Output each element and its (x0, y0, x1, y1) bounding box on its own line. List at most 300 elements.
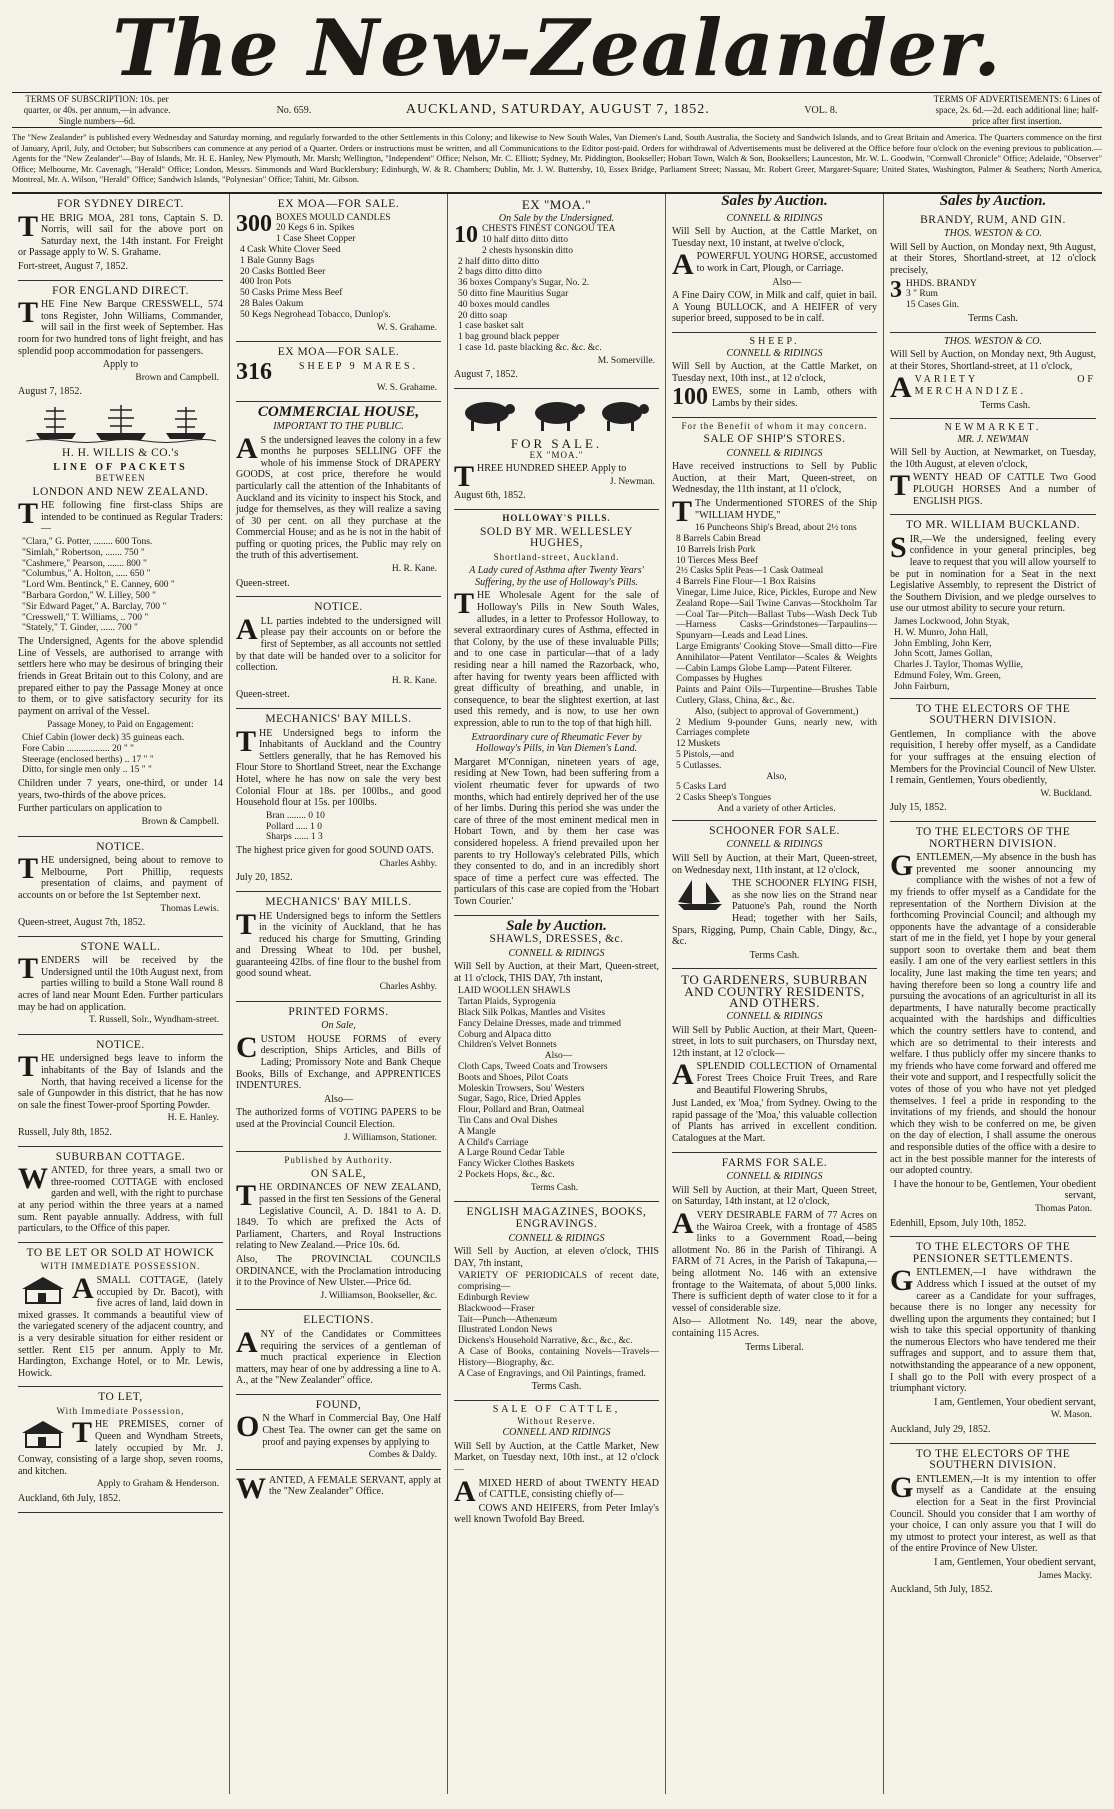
ad-intro: Will Sell by Auction, at their Mart, Queen Street, on Saturday, 14th instant, at 12 o'clock, (672, 1184, 877, 1208)
drop-cap: T (236, 907, 257, 941)
list-item: 1 bag ground black pepper (458, 332, 560, 343)
list-item: Sugar, Sago, Rice, Dried Apples (458, 1094, 581, 1105)
ad-heading: SALE OF SHIP'S STORES. (703, 433, 846, 446)
column-2 (230, 194, 448, 1794)
ad-body: HE undersigned begs leave to inform the inhabitants of the Bay of Islands and the North, that having received a license for the sale of Gunpowder in this district, that he has now on sale the finest Tower-proof Sporting Powder. (18, 1053, 223, 1111)
goods-list (890, 276, 1096, 311)
ad-body: USTOM HOUSE FORMS of every description, Ships Articles, and Bills of Lading; Promissory Note and Bank Cheque Books, Bills of Exchange, and APPRENTICES INDENTURES. (236, 1033, 441, 1092)
ad-body: EWES, some in Lamb, others with Lambs by their sides. (712, 386, 877, 409)
drop-cap: T (18, 296, 39, 330)
drop-cap: A (236, 612, 258, 646)
ad-heading: TO THE ELECTORS OF THE SOUTHERN DIVISION. (915, 1447, 1071, 1472)
ad-heading: ENGLISH MAGAZINES, BOOKS, ENGRAVINGS. (466, 1206, 647, 1230)
firm-name: CONNELL & RIDINGS (726, 1171, 823, 1183)
ad-holloways-pills (454, 510, 659, 916)
drop-cap: A (890, 371, 912, 405)
list-item: 50 Casks Prime Mess Beef (240, 288, 343, 299)
list-item: 2 Medium 9-pounder Guns, nearly new, with Carriages complete (676, 717, 877, 739)
ad-body: HREE HUNDRED SHEEP. Apply to (477, 463, 627, 475)
ad-merchandize (890, 333, 1096, 420)
line-title: LINE OF PACKETS (53, 461, 188, 473)
volume-number: VOL. 8. (804, 104, 838, 116)
list-item: 10 half ditto ditto ditto (482, 234, 569, 245)
ad-intro: Will Sell by Auction, at the Cattle Market, New Market, on Tuesday next, 10th inst., at 12 o'clock— (454, 1440, 659, 1475)
ad-body: The Undermentioned STORES of the Ship "WILLIAM HYDE," (695, 498, 877, 521)
ad-heading: FOR ENGLAND DIRECT. (52, 284, 189, 297)
ad-terms: Terms Liberal. (745, 1341, 804, 1353)
ad-notice-hanley (18, 1035, 223, 1147)
drop-cap: A (236, 1325, 258, 1359)
drop-cap: A (672, 248, 694, 282)
list-item: Paints and Paint Oils—Turpentine—Brushes Table Cutlery, Glass, China, &c., &c. (676, 685, 877, 706)
ad-signature: H. E. Hanley. (167, 1113, 219, 1124)
ad-notice-kane (236, 597, 441, 709)
ad-body: HE following fine first-class Ships are intended to be continued as Regular Traders:— (41, 500, 223, 535)
list-item: 36 boxes Company's Sugar, No. 2. (458, 278, 590, 289)
list-item: Fancy Delaine Dresses, made and trimmed (458, 1018, 622, 1029)
ad-shawls-auction (454, 916, 659, 1203)
ad-magazines-auction (454, 1202, 659, 1401)
ad-subheading: WITH IMMEDIATE POSSESSION. (40, 1261, 201, 1272)
newspaper-page (12, 6, 1102, 1796)
ad-close: I am, Gentlemen, Your obedient servant, (934, 1556, 1096, 1568)
list-item: Also, (766, 771, 787, 782)
ad-signature: J. Newman. (609, 476, 655, 487)
column-4 (666, 194, 884, 1794)
list-item: HHDS. BRANDY (906, 278, 977, 289)
ad-mechanics-bay-mills-1 (236, 709, 441, 892)
ad-ex-moa-sheep (236, 342, 441, 402)
ad-gardeners (672, 969, 877, 1152)
ad-requisition-buckland (890, 515, 1096, 698)
column-1 (12, 194, 230, 1794)
list-item: Compasses by Hughes (676, 674, 763, 685)
ad-heading: COMMERCIAL HOUSE, (257, 404, 420, 421)
ad-body: A Fine Dairy COW, in Milk and calf, quiet in bail. A Young BULLOCK, and A HEIFER of very superior breed, supposed to be in calf. (672, 290, 877, 325)
list-item: A Large Round Cedar Table (458, 1148, 565, 1159)
ad-electors-pensioner (890, 1237, 1096, 1444)
ad-printed-forms (236, 1002, 441, 1153)
ad-signature: J. Williamson, Bookseller, &c. (320, 1290, 437, 1301)
list-item: "Lord Wm. Bentinck," E. Canney, 600 " (22, 580, 175, 591)
ad-heading: EX "MOA." (521, 197, 592, 212)
list-item: John Fairburn, (894, 681, 950, 692)
list-item: Edinburgh Review (458, 1292, 530, 1303)
drop-cap: T (236, 1179, 257, 1213)
ad-intro: Will Sell by Auction, at Newmarket, on Tuesday, the 10th August, at eleven o'clock, (890, 447, 1096, 470)
list-item: 16 Puncheons Ship's Bread, about 2½ tons (695, 523, 857, 534)
ad-date: Russell, July 8th, 1852. (18, 1127, 112, 1139)
list-item: Tin Cans and Oval Dishes (458, 1116, 558, 1127)
ad-notice-lewis (18, 837, 223, 937)
ad-date: Auckland, 5th July, 1852. (890, 1584, 993, 1596)
fare-heading: Passage Money, to Paid on Engagement: (47, 719, 194, 730)
ad-date: Auckland, 6th July, 1852. (18, 1493, 121, 1505)
ad-cattle-sale (454, 1401, 659, 1533)
ad-preheading: For the Benefit of whom it may concern. (681, 420, 868, 431)
masthead-title: The New-Zealander. (112, 6, 1002, 94)
ad-heading: MECHANICS' BAY MILLS. (265, 713, 412, 725)
drop-cap: W (18, 1162, 48, 1196)
list-item: James Lockwood, John Styak, (894, 617, 1010, 628)
list-item: Also, (subject to approval of Government,) (694, 706, 859, 717)
ad-heading: TO THE ELECTORS OF THE SOUTHERN DIVISION. (915, 702, 1071, 727)
ad-signature: J. Williamson, Stationer. (343, 1132, 437, 1143)
ad-heading: STONE WALL. (80, 940, 161, 953)
ad-heading: SALE OF CATTLE, (492, 1403, 621, 1415)
ad-farms-for-sale (672, 1153, 877, 1361)
fare-list (18, 733, 223, 776)
ad-place: Queen-street. (236, 689, 290, 701)
ad-body: SMALL COTTAGE, (lately occupied by Dr. Bacot), with five acres of land, laid down in mixed grasses. It commands a beautiful view of the variegated scenery of the adjacent country, and is a very desirable situation for either resident or settler. Rent £15 per annum. Apply to Mr. Hardington, Exchange Hotel, or to Mr. Lewis, Howick. (18, 1274, 223, 1379)
house-icon (18, 1419, 68, 1449)
ad-sheep-for-sale (454, 389, 659, 510)
ad-apply: Apply to (102, 359, 139, 371)
list-item: Dickens's Household Narrative, &c., &c., &c. (458, 1336, 633, 1347)
drop-cap: T (72, 1416, 93, 1450)
drop-cap: G (890, 1264, 914, 1298)
list-item: "Cresswell," T. Williams, .. 700 " (22, 612, 149, 623)
list-item: 1 case basket salt (458, 321, 524, 332)
drop-cap: T (454, 460, 475, 494)
ad-heading: BRANDY, RUM, AND GIN. (920, 213, 1066, 226)
ad-body: ENTLEMEN,—It is my intention to offer myself as a Candidate at the ensuing election for a Seat in the first Provincial Council. Should you consider that I am worthy of your choice, I can only assure you that I will do my utmost to protect your interest, as well as that of the entire Province of New Ulster. (890, 1473, 1096, 1555)
section-heading: Sale by Auction. (506, 917, 607, 934)
list-item: A Child's Carriage (458, 1137, 529, 1148)
ad-body: Further particulars on application to (18, 803, 162, 815)
ad-body: HE PREMISES, corner of Queen and Wyndham Streets, lately occupied by Mr. J. Conway, consisting of a large shop, seven rooms, and kitchen. (18, 1419, 223, 1477)
list-item: 2 Pockets Hops, &c., &c. (458, 1170, 555, 1181)
list-item: 50 ditto fine Mauritius Sugar (458, 288, 569, 299)
ad-suburban-cottage (18, 1147, 223, 1243)
list-item: 1 case 1d. paste blacking &c. &c. &c. (458, 342, 602, 353)
ad-body: COWS AND HEIFERS, from Peter Imlay's well known Twofold Bay Breed. (454, 1502, 659, 1526)
list-item: Fancy Wicker Clothes Baskets (458, 1159, 575, 1170)
ad-body: ENTLEMEN,—I have withdrawn the Address which I issued at the outset of my career as a Candidate for your suffrages, because there is no longer any necessity for dwelling upon the arguments they contained; but I wish to take this special opportunity of thanking the numerous Electors who have tendered me their suffrages and support, and to assure them that, notwithstanding the appearance of a new opponent, I shall go to the Poll with every prospect of a triumphant victory. (890, 1267, 1096, 1395)
list-item: 20 Casks Bottled Beer (240, 266, 326, 277)
ad-england-direct (18, 281, 223, 837)
firm-name: CONNELL & RIDINGS (726, 347, 823, 359)
list-item: Blackwood—Fraser (458, 1303, 535, 1314)
ad-intro: Will Sell by Auction, on Monday next, 9th August, at their Stores, Shortland-street, at 11 o'clock, (890, 349, 1096, 372)
list-item: 20 Kegs 6 in. Spikes (276, 223, 355, 234)
ad-place: Queen-street. (236, 577, 290, 589)
ad-body: WENTY HEAD OF CATTLE Two Good PLOUGH HORSES And a number of ENGLISH PIGS. (913, 472, 1096, 507)
ad-heading: TO BE LET OR SOLD AT HOWICK (26, 1246, 215, 1259)
ad-ordinances (236, 1152, 441, 1310)
ad-body: HE undersigned, being about to remove to Melbourne, Port Phillip, requests presentation of claims, and payment of accounts on or before the 1st September next. (18, 855, 223, 901)
drop-cap: O (236, 1410, 260, 1444)
ad-date: July 20, 1852. (236, 872, 293, 884)
list-item: John Embling, John Kerr, (894, 638, 992, 649)
ad-intro: Will Sell by Public Auction, at their Mart, Queen-street, in lots to suit purchasers, on Thursday next, 12th instant, at 12 o'clock— (672, 1024, 877, 1059)
ad-electors-northern (890, 822, 1096, 1237)
route-label: LONDON AND NEW ZEALAND. (32, 485, 209, 498)
firm-name: CONNELL AND RIDINGS (502, 1427, 611, 1439)
ad-heading: Published by Authority. (284, 1155, 393, 1166)
ad-heading: HOLLOWAY'S PILLS. (502, 512, 611, 523)
ad-body: ENTLEMEN,—My absence in the bush has prevented me sooner announcing my compliance with the wishes of not a few of my friends to offer myself as a Candidate for the representation of the Northern Division at the forthcoming Provincial Council; and although my opponents have the advantage of a considerable start of me in the field, yet I hope by your general support soon to overtake them and beat them easily. I am one of the very earliest settlers in this locality, June last making the time ten years; and having therefore been so long a country life and pursuing the avocations of an agriculturist in all its departments, I have naturally become practically acquainted with the hardships and difficulties which the country settlers have to contend, and which are so detrimental to their interests and welfare. I thus publicly offer my sincere thanks to my friends who have come forward and offered me their vote and support, and I respectfully solicit the votes of those of you who have not yet pledged themselves. I feel a pride in responding to the invitations of my friends, and should the honour which they wish to be conferred on me, be given on the day of election, I shall assume the onerous and responsible duties of the office with a desire to act in the best possible manner for the interests of our adopted country. (890, 852, 1096, 1177)
ad-subheading: On Sale, (321, 1020, 356, 1032)
ad-intro: Will Sell by Auction, at their Mart, Queen-street, on Wednesday next, 11th instant, at 12 o'clock, (672, 852, 877, 876)
ad-heading: ELECTIONS. (303, 1314, 374, 1327)
ad-terms: Terms Cash. (749, 949, 800, 961)
ad-also: Also— (324, 1093, 353, 1105)
ad-place: Shortland-street, Auckland. (493, 551, 620, 562)
list-item: 4 Barrels Fine Flour—1 Box Raisins (676, 577, 816, 588)
ad-body: HE ORDINANCES OF NEW ZEALAND, passed in the first ten Sessions of the General Legislative Council, A. D. 1841 to A. D. 1849. To which are prefixed the Acts of Parliament, Charters, and Royal Instructions relating to New Zealand.—Price 10s. 6d. (236, 1182, 441, 1252)
ad-terms: Terms Cash. (530, 1182, 579, 1193)
firm-name: H. H. WILLIS & CO.'s (62, 446, 179, 459)
ad-body: Gentlemen, In compliance with the above requisition, I hereby offer myself, as a Candidate for your suffrages at the ensuing election of Members for the Provincial Council of New Ulster. I remain, Gentlemen, Yours obediently, (890, 728, 1096, 787)
ad-date: August 6th, 1852. (454, 490, 526, 502)
list-item: Chief Cabin (lower deck) 35 guineas each. (22, 732, 185, 743)
firm-name: MR. J. NEWMAN (957, 433, 1029, 445)
list-item: 3 " Rum (906, 289, 938, 300)
advertisement-terms: TERMS OF ADVERTISEMENTS: 6 Lines of space, 2s. 6d.—2d. each additional line; half-price after first insertion. (933, 93, 1101, 126)
ad-brandy-rum-gin (890, 210, 1096, 333)
ad-subheading: EX "MOA." (529, 449, 584, 460)
firm-name: THOS. WESTON & CO. (944, 228, 1042, 240)
ad-date: August 7, 1852. (18, 386, 82, 398)
list-item: 1 Case Sheet Copper (276, 234, 356, 245)
list-item: 2½ Casks Split Peas—1 Cask Oatmeal (676, 566, 824, 577)
ad-tagline: Extraordinary cure of Rheumatic Fever by Holloway's Pills, in Van Diemen's Land. (471, 731, 642, 755)
ad-body: VARIETY OF MERCHANDIZE. (914, 374, 1096, 397)
ad-signature: James Macky. (1038, 1570, 1092, 1581)
ad-subheading: ON SALE, (310, 1167, 367, 1180)
list-item: Tait—Punch—Athenæum (458, 1314, 558, 1325)
list-item: Vinegar, Lime Juice, Rice, Pickles, Europe and New Zealand Rope—Sail Twine Canvas—Stockholm Tar—Coal Tar—Pitch—Ballast Tubs—Wash Deck Tub—Harness Casks—Grindstones—Tarpaulins—Spunyarn—Leads and Lead Lines. (676, 588, 877, 642)
ad-subheading: IMPORTANT TO THE PUBLIC. (273, 420, 404, 432)
list-item: 2 bags ditto ditto ditto (458, 267, 542, 278)
column-5 (884, 194, 1102, 1794)
list-item: And a variety of other Articles. (717, 803, 836, 814)
list-item: Steerage (enclosed berths) .. 17 " " (22, 754, 154, 765)
ad-body: The authorized forms of VOTING PAPERS to be used at the Provincial Council Election. (236, 1107, 441, 1131)
ad-date: July 15, 1852. (890, 802, 947, 814)
list-item: Cloth Caps, Tweed Coats and Trowsers (458, 1062, 608, 1073)
list-item: Also— (544, 1051, 573, 1062)
drop-cap: A (72, 1271, 94, 1305)
drop-cap: G (890, 849, 914, 883)
ad-body: The highest price given for good SOUND OATS. (236, 845, 434, 857)
place-date: AUCKLAND, SATURDAY, AUGUST 7, 1852. (405, 102, 710, 117)
lead-number: 10 (454, 222, 478, 249)
drop-cap: A (672, 1058, 694, 1092)
list-item: Coburg and Alpaca ditto (458, 1029, 551, 1040)
ad-signature: Combes & Daldy. (368, 1450, 437, 1461)
ad-commercial-house (236, 402, 441, 597)
drop-cap: T (18, 497, 39, 531)
list-item: 50 Kegs Negrohead Tobacco, Dunlop's. (240, 309, 391, 320)
list-item: Moleskin Trowsers, Sou' Westers (458, 1083, 585, 1094)
sheep-illustration (457, 395, 657, 435)
list-item: A Case of Engravings, and Oil Paintings, framed. (458, 1368, 646, 1379)
ad-tagline: A Lady cured of Asthma after Twenty Years' Suffering, by the use of Holloway's Pills. (469, 565, 644, 588)
ad-sydney-direct (18, 194, 223, 281)
list-item: VARIETY OF PERIODICALS of recent date, comprising— (458, 1271, 659, 1293)
ad-subheading: Without Reserve. (517, 1415, 596, 1426)
list-item: Sharps ...... 1 3 (266, 832, 323, 843)
list-item: Bran ........ 0 10 (266, 810, 325, 821)
list-item: A Mangle (458, 1126, 496, 1137)
ad-body: VERY DESIRABLE FARM of 77 Acres on the Wairoa Creek, with a frontage of 4585 links to a Government Road,—being allotment No. 86 in the Parish of Tihirangi. A FARM of 71 Acres, in the Parish of Takapuna,—being allotment No. 146 with an extensive frontage to the Waitemata, of about 5,000 links. There is sufficient depth of water close to it for a vessel of considerable size. (672, 1209, 877, 1314)
ad-signature: Charles Ashby. (379, 982, 437, 993)
goods-list (454, 224, 659, 354)
list-item: Children's Velvet Bonnets (458, 1040, 557, 1051)
ad-ex-moa-tea (454, 194, 659, 389)
ad-date: August 7, 1852. (454, 369, 518, 381)
drop-cap: A (236, 431, 258, 465)
ad-date: Auckland, July 29, 1852. (890, 1424, 991, 1436)
ad-found (236, 1395, 441, 1470)
ad-body: LL parties indebted to the undersigned will please pay their accounts on or before the first of September, as all accounts not settled by that date will be handed over to a solicitor for collection. (236, 615, 441, 674)
drop-cap: T (890, 469, 911, 503)
section-heading: Sales by Auction. (939, 194, 1047, 209)
ad-heading: SUBURBAN COTTAGE. (55, 1150, 186, 1163)
ad-subheading: SOLD BY MR. WELLESLEY HUGHES, (480, 525, 633, 550)
ad-body: ENDERS will be received by the Undersigned until the 10th August next, from parties willing to build a Stone Wall round 8 acres of land near Mount Eden. Further particulars may be had on application. (18, 955, 223, 1013)
ad-body: SHEEP 9 MARES. (298, 360, 419, 372)
ad-signature: M. Somerville. (597, 355, 655, 366)
list-item: 2 chests hysonskin ditto (482, 245, 574, 256)
ad-signature: Brown and Campbell. (135, 372, 219, 383)
list-item: Boots and Shoes, Pilot Coats (458, 1072, 569, 1083)
ad-heading: FOR SALE. (510, 435, 603, 451)
ad-heading: SCHOONER FOR SALE. (709, 824, 840, 837)
ad-terms: Terms Cash. (980, 399, 1031, 411)
ad-intro: Have received instructions to Sell by Public Auction, at their Mart, Queen-street, on Wednesday, the 11th instant, at 11 o'clock, (672, 461, 877, 496)
drop-cap: T (18, 1050, 39, 1084)
ad-close: I have the honour to be, Gentlemen, Your obedient servant, (893, 1178, 1096, 1202)
ad-body: THE SCHOONER FLYING FISH, as she now lies on the Strand near Patuone's Pah, round the North Head; together with her Sails, Spars, Rigging, Pump, Chain Cable, Dingy, &c., &c. (672, 878, 877, 948)
price-list (236, 811, 441, 843)
list-item: LAID WOOLLEN SHAWLS (458, 986, 571, 997)
list-item: "Cashmere," Pearson, ....... 800 " (22, 558, 147, 569)
ad-signature: W. Mason. (1050, 1410, 1092, 1421)
drop-cap: G (890, 1470, 914, 1504)
drop-cap: T (18, 209, 39, 243)
ad-mechanics-bay-mills-2 (236, 892, 441, 1002)
lead-number: 316 (236, 358, 272, 385)
list-item: Large Emigrants' Cooking Stove—Small ditto—Fire Annihilator—Patent Ventilator—Scales & Weights—Cabin Lamps Globe Lamp—Patent Filterer. (676, 642, 877, 674)
ad-also: Also— (772, 276, 802, 288)
list-item: 8 Barrels Cabin Bread (676, 534, 761, 545)
ad-body: Just Landed, ex 'Moa,' from Sydney. Owing to the rapid passage of the 'Moa,' this valuable collection of Plants has arrived in excellent condition. Catalogues at the Mart. (672, 1098, 877, 1145)
ad-signature: Apply to Graham & Henderson. (96, 1479, 219, 1490)
issue-number: No. 659. (276, 104, 312, 116)
ad-body: POWERFUL YOUNG HORSE, accustomed to work in Cart, Plough, or Carriage. (696, 251, 877, 274)
firm-name: CONNELL & RIDINGS (508, 947, 605, 959)
ad-ships-stores (672, 418, 877, 821)
lead-number: 100 (672, 384, 708, 411)
ad-body: HE Wholesale Agent for the sale of Holloway's Pills in New South Wales, alludes, in a letter to Professor Holloway, to several extraordinary cures of Asthma, effected in that Colony, by the use of these invaluable Pills; and to one case in particular—that of a lady residing near a hill named the Razorback, who, after having for twenty years been afflicted with great difficulty of breathing, and unable, in consequence, to bear the slightest exertion, at last used this remedy, and is now, to use her own expression, able to run to the top of that high hill. (454, 590, 659, 729)
list-item: Edmund Foley, Wm. Green, (894, 671, 1001, 681)
ad-heading: NOTICE. (96, 840, 145, 853)
ad-elections (236, 1310, 441, 1395)
firm-name: CONNELL & RIDINGS (726, 839, 823, 851)
ad-horse-auction (672, 210, 877, 333)
list-item: 5 Cutlasses. (676, 760, 722, 771)
firm-name: CONNELL & RIDINGS (726, 447, 823, 459)
list-item: "Barbara Gordon," W. Lilley, 500 " (22, 591, 156, 602)
ad-heading: NOTICE. (314, 601, 363, 614)
ad-howick-cottage (18, 1243, 223, 1388)
subscription-terms: TERMS OF SUBSCRIPTION: 10s. per quarter, or 40s. per annum,—in advance. Single numbers—6d. (23, 93, 171, 126)
list-item: 5 Pistols,—and (676, 749, 735, 760)
ad-body: SPLENDID COLLECTION of Ornamental Forest Trees Choice Fruit Trees, and Rare and Beautiful Flowering Shrubs, (696, 1061, 877, 1096)
ad-schooner-sale (672, 821, 877, 970)
ship-list (18, 537, 223, 634)
section-heading: Sales by Auction. (721, 194, 828, 209)
list-item: "Stately," T. Ginder, ...... 700 " (22, 623, 138, 634)
ad-body: HE Undersigned begs to inform the Inhabitants of Auckland and the Country Settlers generally, that he has Removed his Flour Store to Shortland Street, near the Exchange Hotel, where he has now on sale the very best Colonial Flour at 18s. per 100lbs., and good Household flour at 15s. per 100lbs. (236, 727, 441, 809)
list-item: 28 Bales Oakum (240, 298, 304, 309)
ad-terms: Terms Cash. (968, 312, 1018, 324)
list-item: Fore Cabin .................. 20 " " (22, 743, 134, 754)
drop-cap: T (18, 952, 39, 986)
ad-heading: NOTICE. (96, 1038, 145, 1051)
list-item: 400 Iron Pots (240, 277, 292, 288)
list-item: Pollard ..... 1 0 (266, 821, 322, 832)
ad-heading: TO LET, (98, 1391, 143, 1404)
ad-signature: W. Buckland. (1040, 788, 1092, 799)
ad-heading: TO THE ELECTORS OF THE NORTHERN DIVISION. (915, 825, 1071, 850)
list-item: John Scott, James Gollan, (894, 649, 993, 660)
ad-subheading: With Immediate Possession, (56, 1405, 185, 1416)
between-label: BETWEEN (95, 473, 146, 484)
ad-body: Also, The PROVINCIAL COUNCILS ORDINANCE, with the Proclamation introducing it to the Province of New Ulster.—Price 6d. (236, 1253, 441, 1289)
drop-cap: A (672, 1206, 694, 1240)
ad-date: Fort-street, August 7, 1852. (18, 260, 128, 272)
ad-body: IR,—We the undersigned, feeling every confidence in your general principles, beg leave to request that you will allow yourself to be put in nomination for a Seat in the next Legislative Assembly, to represent the District of the Southern Division, and we pledge ourselves to use our utmost ability to secure your return. (890, 533, 1096, 615)
lead-number: 300 (236, 210, 272, 237)
house-icon (18, 1275, 68, 1305)
ad-close: I am, Gentlemen, Your obedient servant, (934, 1396, 1096, 1408)
sailing-ship-illustration (26, 401, 216, 445)
ad-terms: Terms Cash. (531, 1381, 582, 1393)
dateline-bar (12, 92, 1102, 128)
ad-signature: W. S. Grahame. (376, 382, 437, 393)
ad-signature: T. Russell, Solr., Wyndham-street. (89, 1015, 219, 1026)
goods-list (454, 986, 659, 1180)
ad-stone-wall (18, 937, 223, 1035)
ad-signature: Thomas Paton. (1035, 1203, 1092, 1214)
firm-name: CONNELL & RIDINGS (508, 1232, 605, 1244)
ad-body: Margaret M'Connigan, nineteen years of age, residing at New Town, had been suffering from a violent rheumatic fever for upwards of two months, which had entirely deprived her of the use of her limbs. During this period she was under the care of three of the most eminent medical men in Hobart Town, and by them her case was considered hopeless. A friend prevailed upon her parents to try Holloway's celebrated Pills, which they consented to do, and in an incredibly short space of time a perfect cure was effected. The particulars of this case are copied from the 'Hobart Town Courier.' (454, 756, 659, 907)
list-item: Black Silk Polkas, Mantles and Visites (458, 1008, 606, 1019)
signatory-list (890, 617, 1096, 693)
ad-heading: FOUND, (315, 1398, 362, 1411)
drop-cap: C (236, 1030, 258, 1064)
ad-body: S the undersigned leaves the colony in a few months he purposes SELLING OFF the whole of his immense Stock of DRAPERY GOODS, at cost price, therefore he would particularly call the attention of the Inhabitants of Auckland and its vicinity to inspect his Stock, and judge for themselves, as they will realize a saving of 30 per cent. on all they purchase at the Commercial House; and as he is not in the habit of puffing or quoting prices, the Public may rely on the truth of this advertisement. (236, 434, 441, 562)
list-item: Tartan Plaids, Syprogenia (458, 997, 556, 1008)
list-item: Ditto, for single men only .. 15 " " (22, 765, 152, 776)
ad-heading: TO MR. WILLIAM BUCKLAND. (905, 519, 1081, 532)
list-item: 4 Cask White Clover Seed (240, 244, 341, 255)
ad-date: Queen-street, August 7th, 1852. (18, 917, 146, 929)
ad-electors-southern-macky (890, 1444, 1096, 1603)
ad-intro: Will Sell by Auction, at eleven o'clock, THIS DAY, 7th instant, (454, 1246, 659, 1269)
ad-body: MIXED HERD of about TWENTY HEAD of CATTLE, consisting chiefly of— (478, 1477, 659, 1501)
ad-heading: TO THE ELECTORS OF THE PENSIONER SETTLEMENTS. (912, 1241, 1074, 1265)
ad-newmarket (890, 419, 1096, 515)
ad-heading: SHEEP. (749, 335, 800, 347)
list-item: "Sir Edward Paget," A. Barclay, 700 " (22, 601, 167, 612)
list-item: 2 Casks Sheep's Tongues (676, 793, 772, 804)
ad-body: HE BRIG MOA, 281 tons, Captain S. D. Norris, will sail for the above port on Saturday next, the 14th instant. For Freight or Passage apply to W. S. Grahame. (18, 212, 223, 259)
